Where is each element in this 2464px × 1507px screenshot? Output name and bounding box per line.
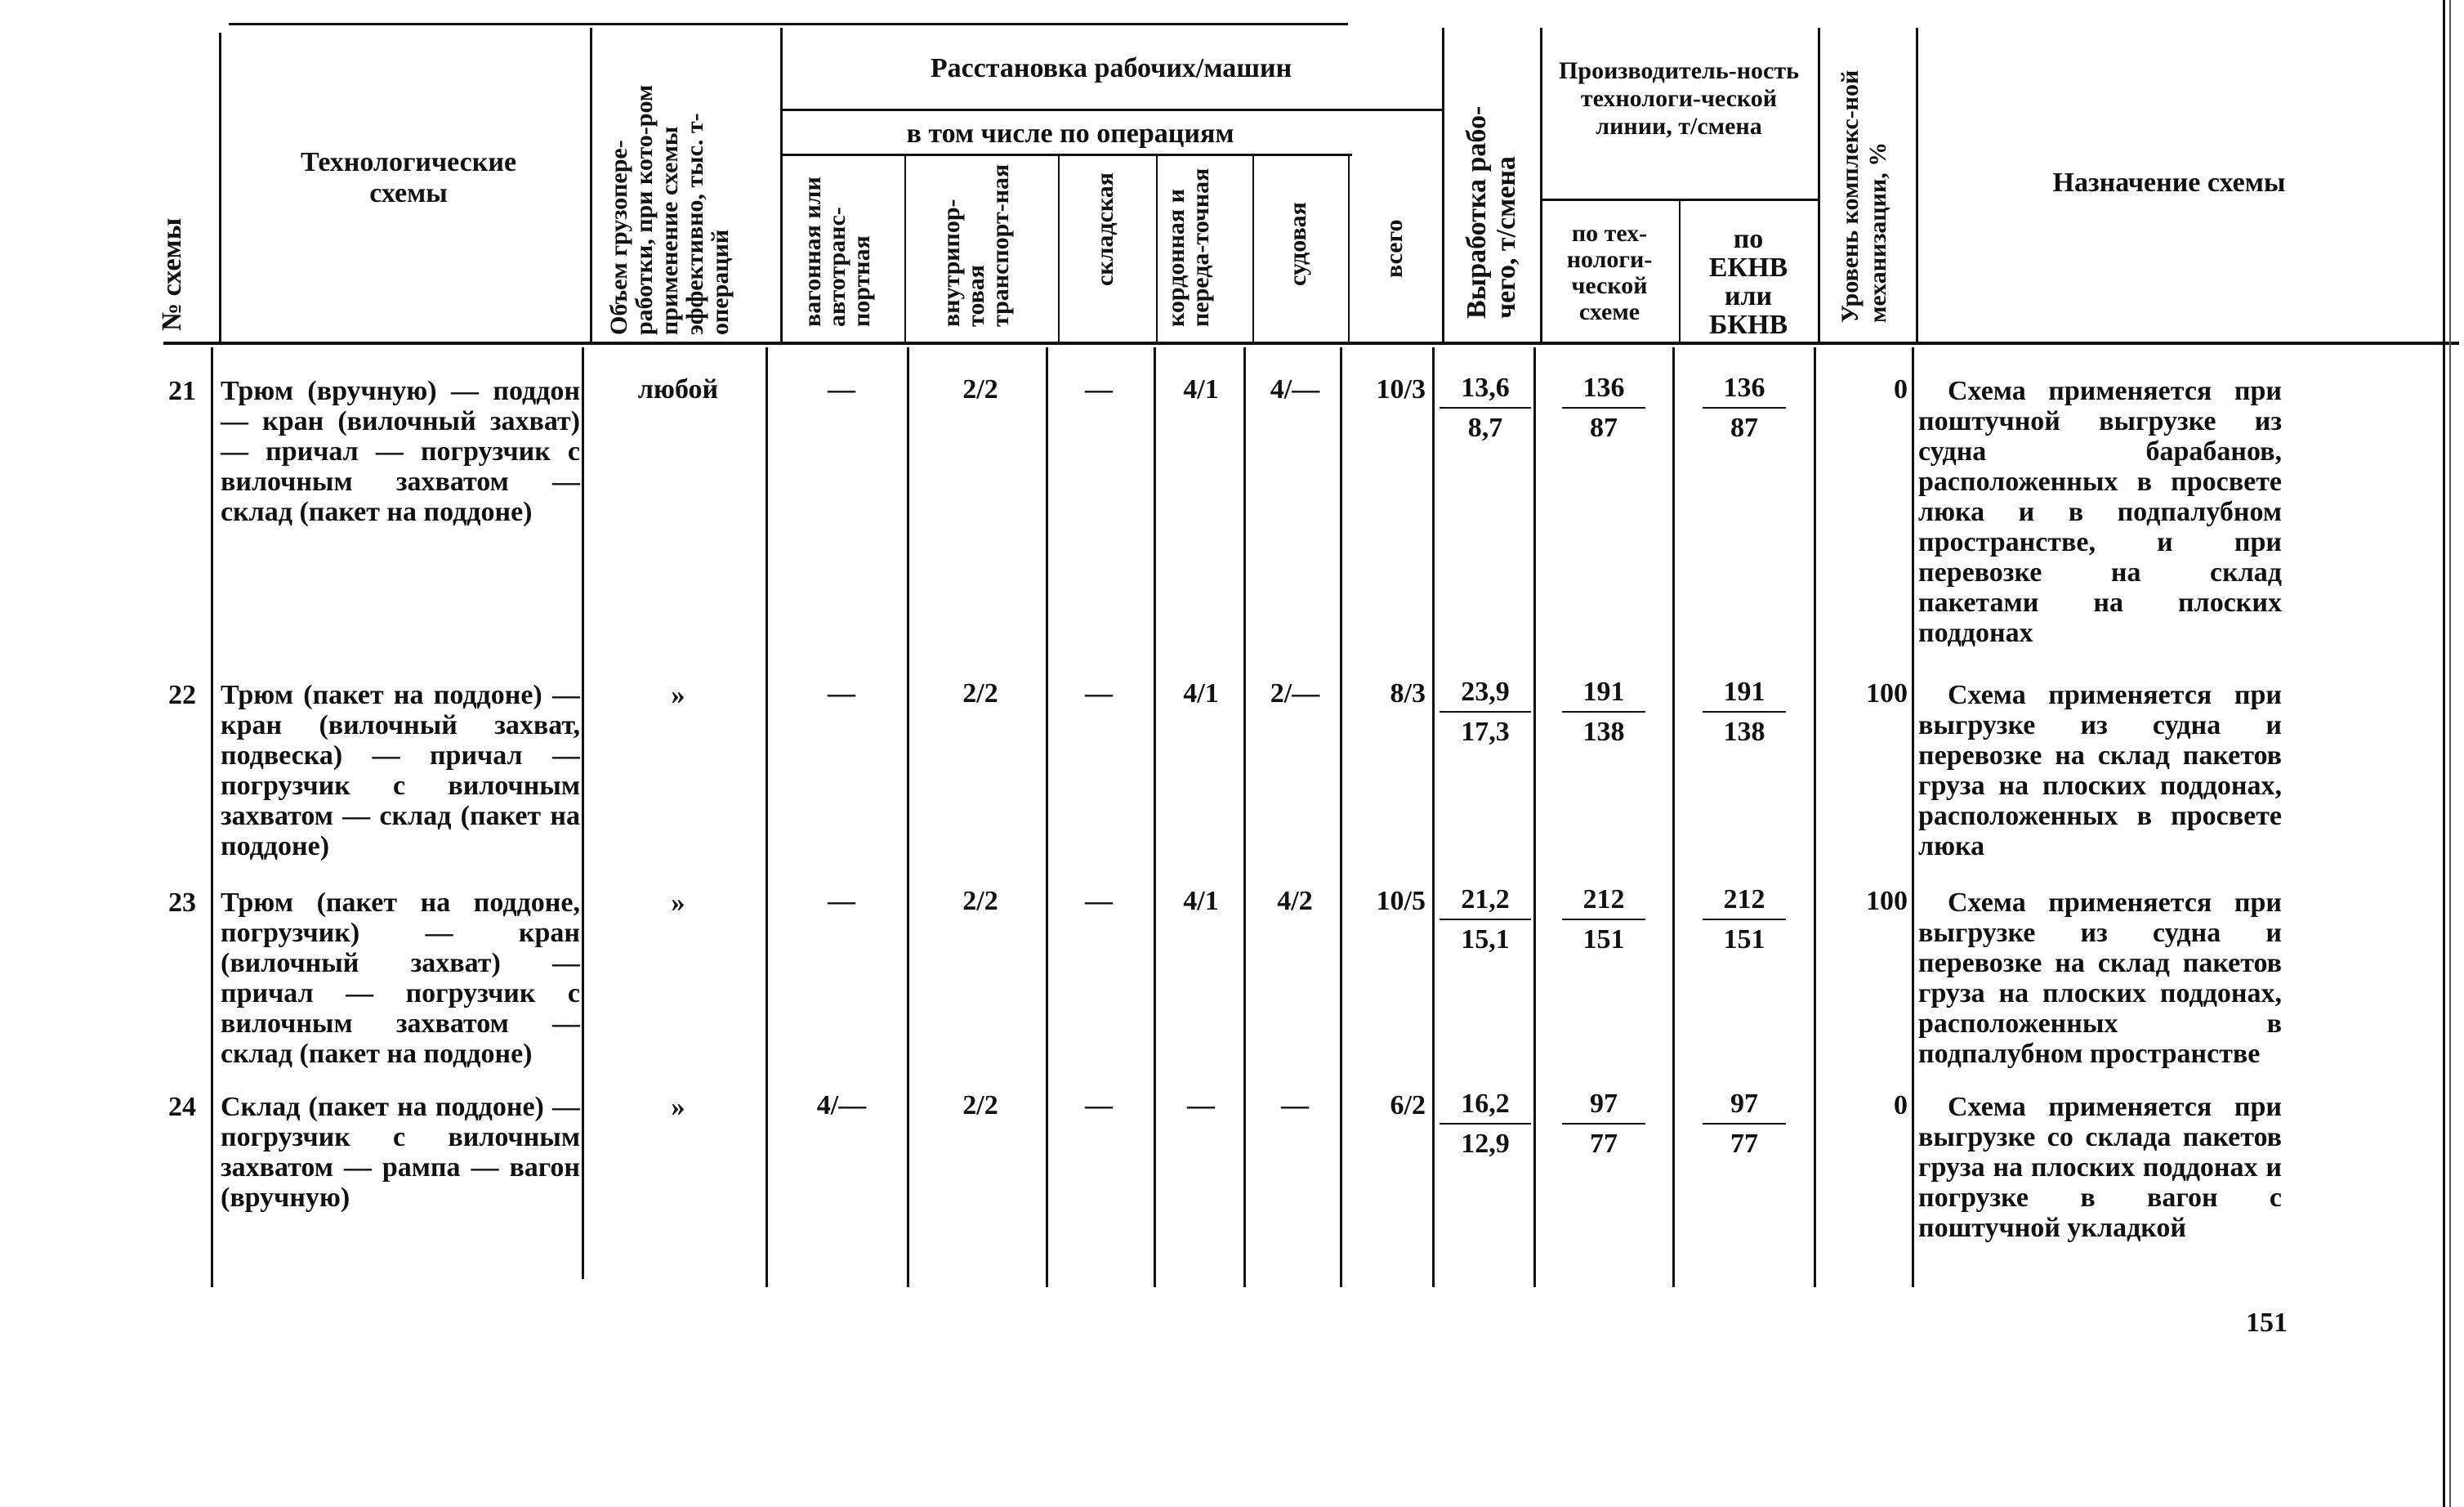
row-23-eknv <box>1699 883 1789 956</box>
row-24-wagon: 4/— <box>816 1090 867 1120</box>
row-22-store: — <box>1085 678 1113 709</box>
row-23-ship: 4/2 <box>1277 886 1313 916</box>
row-24-no: 24 <box>168 1092 196 1122</box>
eknv-value: 138 <box>1723 717 1765 747</box>
row-22-purpose: Схема применяется при выгрузке из судна и перевозке на склад пакетов груза на плоских поддонах, расположенных в просвете люка <box>1918 680 2282 861</box>
output-value: 23,9 <box>1461 677 1510 707</box>
row-22-total: 8/3 <box>1390 678 1426 709</box>
output-value: 21,2 <box>1461 884 1510 914</box>
col-divider <box>1916 28 1918 342</box>
header-op-kordon: кордонная и переда-точная <box>1163 168 1214 327</box>
row-22-tech: Трюм (пакет на поддоне) — кран (вилочный захват, подвеска) — причал — погрузчик с вилочным захватом — склад (пакет на поддоне) <box>221 680 580 861</box>
col-divider <box>1540 28 1542 342</box>
col-divider <box>1442 28 1444 342</box>
row-24-inner: 2/2 <box>962 1090 998 1120</box>
eknv-value: 151 <box>1723 924 1765 955</box>
row-22-inner: 2/2 <box>962 678 998 709</box>
header-col-output: Выработка рабо-чего, т/смена <box>1462 105 1521 319</box>
header-col-level: Уровень комплекс-ной механизации, % <box>1837 69 1891 323</box>
eknv-value: 136 <box>1723 373 1765 403</box>
top-rule <box>229 23 1348 25</box>
prod-value: 138 <box>1582 717 1625 747</box>
row-23-total: 10/5 <box>1376 886 1426 916</box>
body-col-divider <box>766 347 768 1287</box>
header-col-tech: Технологические схемы <box>300 147 517 209</box>
row-23-tech: Трюм (пакет на поддоне, погрузчик) — кран (вилочный захват) — причал — погрузчик с вилочным захватом — склад (пакет на поддоне) <box>221 888 580 1069</box>
body-col-divider <box>1912 347 1914 1287</box>
row-21-store: — <box>1085 374 1113 405</box>
col-divider <box>780 28 783 342</box>
body-col-divider <box>1243 347 1246 1287</box>
col-divider <box>590 28 592 342</box>
row-24-kordon: — <box>1187 1090 1215 1120</box>
col-divider <box>1252 155 1254 342</box>
row-24-output <box>1436 1088 1534 1160</box>
row-23-no: 23 <box>168 888 196 918</box>
row-22-kordon: 4/1 <box>1183 678 1219 709</box>
header-col-volume: Объем грузопере-работки, при кото-ром применение схемы эффективно, тыс. т-операций <box>605 84 734 335</box>
output-value: 13,6 <box>1461 373 1510 403</box>
header-op-inner: внутрипор-товая транспорт-ная <box>938 163 1014 327</box>
row-21-wagon: — <box>828 374 855 405</box>
col-divider <box>1348 155 1350 342</box>
body-col-divider <box>1154 347 1156 1287</box>
eknv-value: 97 <box>1730 1089 1758 1119</box>
row-23-volume: » <box>671 888 685 918</box>
staff-group-rule <box>780 109 1444 111</box>
output-value: 17,3 <box>1461 717 1510 747</box>
row-24-level: 0 <box>1894 1090 1908 1120</box>
col-divider <box>1679 200 1681 342</box>
row-22-output <box>1436 676 1534 749</box>
row-22-prod <box>1559 676 1649 749</box>
prod-value: 191 <box>1582 677 1625 707</box>
row-24-tech: Склад (пакет на поддоне) — погрузчик с вилочным захватом — рампа — вагон (вручную) <box>221 1092 580 1213</box>
header-group-prod: Производитель-ность технологи-ческой линии, т/смена <box>1559 57 1799 140</box>
row-21-purpose: Схема применяется при поштучной выгрузке из судна барабанов, расположенных в просвете люка и в подпалубном пространстве, и при перевозке на склад пакетами на плоских поддонах <box>1918 376 2282 648</box>
prod-value: 97 <box>1590 1089 1618 1119</box>
header-bottom-rule <box>163 342 2459 345</box>
row-23-inner: 2/2 <box>962 886 998 916</box>
col-divider <box>904 155 906 342</box>
header-prod-tech: по тех-нологи-ческой схеме <box>1566 220 1653 325</box>
row-21-output <box>1436 372 1534 445</box>
ops-subgroup-rule <box>780 154 1352 156</box>
body-col-divider <box>1672 347 1675 1287</box>
prod-value: 87 <box>1590 413 1618 443</box>
row-23-kordon: 4/1 <box>1183 886 1219 916</box>
page-number: 151 <box>2246 1308 2288 1338</box>
prod-value: 151 <box>1582 924 1625 955</box>
output-value: 16,2 <box>1461 1089 1510 1119</box>
row-24-prod <box>1559 1088 1649 1160</box>
row-24-volume: » <box>671 1092 685 1122</box>
output-value: 8,7 <box>1467 413 1503 443</box>
row-21-ship: 4/— <box>1270 374 1320 405</box>
output-value: 15,1 <box>1461 924 1510 955</box>
row-24-eknv <box>1699 1088 1789 1160</box>
row-22-level: 100 <box>1866 678 1908 709</box>
row-24-store: — <box>1085 1090 1113 1120</box>
header-col-purpose: Назначение схемы <box>2052 168 2286 198</box>
body-col-divider <box>1340 347 1342 1287</box>
eknv-value: 77 <box>1730 1129 1758 1159</box>
prod-value: 212 <box>1582 884 1625 914</box>
eknv-value: 87 <box>1730 413 1758 443</box>
col-divider <box>219 33 221 342</box>
row-21-no: 21 <box>168 376 196 406</box>
row-23-prod <box>1559 883 1649 956</box>
body-col-divider <box>907 347 909 1287</box>
row-21-tech: Трюм (вручную) — поддон — кран (вилочный захват) — причал — погрузчик с вилочным захватом — склад (пакет на поддоне) <box>221 376 580 527</box>
row-23-purpose: Схема применяется при выгрузке из судна и перевозке на склад пакетов груза на плоских поддонах, расположенных в подпалубном пространстве <box>1918 888 2282 1069</box>
header-prod-eknv: по ЕКНВ или БКНВ <box>1708 224 1788 340</box>
header-subgroup-ops: в том числе по операциям <box>906 119 1234 149</box>
eknv-value: 191 <box>1723 677 1765 707</box>
body-col-divider <box>1814 347 1816 1287</box>
row-21-eknv <box>1699 372 1789 445</box>
header-op-wagon: вагонная или автотранс-портная <box>799 177 875 327</box>
row-23-level: 100 <box>1866 886 1908 916</box>
output-value: 12,9 <box>1461 1129 1510 1159</box>
header-col-no: № схемы <box>157 217 187 331</box>
row-22-wagon: — <box>828 678 855 709</box>
row-21-prod <box>1559 372 1649 445</box>
row-23-output <box>1436 883 1534 956</box>
row-24-total: 6/2 <box>1390 1090 1426 1120</box>
row-21-level: 0 <box>1894 374 1908 405</box>
row-23-wagon: — <box>828 886 855 916</box>
row-24-purpose: Схема применяется при выгрузке со склада пакетов груза на плоских поддонах и погрузке в вагон с поштучной укладкой <box>1918 1092 2282 1243</box>
header-group-staff: Расстановка рабочих/машин <box>930 53 1292 83</box>
prod-value: 136 <box>1582 373 1625 403</box>
row-21-kordon: 4/1 <box>1183 374 1219 405</box>
body-col-divider <box>211 347 213 1287</box>
row-22-volume: » <box>671 680 685 710</box>
page-edge-line <box>2443 0 2445 1507</box>
body-col-divider <box>582 347 584 1279</box>
body-col-divider <box>1432 347 1435 1287</box>
header-op-ship: судовая <box>1284 202 1311 286</box>
row-22-ship: 2/— <box>1270 678 1320 709</box>
col-divider <box>1058 155 1060 342</box>
page-edge-line <box>2449 0 2451 1507</box>
row-22-eknv <box>1699 676 1789 749</box>
row-21-inner: 2/2 <box>962 374 998 405</box>
row-24-ship: — <box>1281 1090 1309 1120</box>
prod-group-rule <box>1540 199 1819 201</box>
col-divider <box>1818 28 1820 342</box>
row-23-store: — <box>1085 886 1113 916</box>
row-21-volume: любой <box>637 374 719 405</box>
col-divider <box>1156 155 1158 342</box>
header-op-total: всего <box>1381 219 1408 278</box>
prod-value: 77 <box>1590 1129 1618 1159</box>
row-22-no: 22 <box>168 680 196 710</box>
row-21-total: 10/3 <box>1376 374 1426 405</box>
eknv-value: 212 <box>1723 884 1765 914</box>
body-col-divider <box>1046 347 1048 1287</box>
header-op-store: складская <box>1091 172 1118 286</box>
